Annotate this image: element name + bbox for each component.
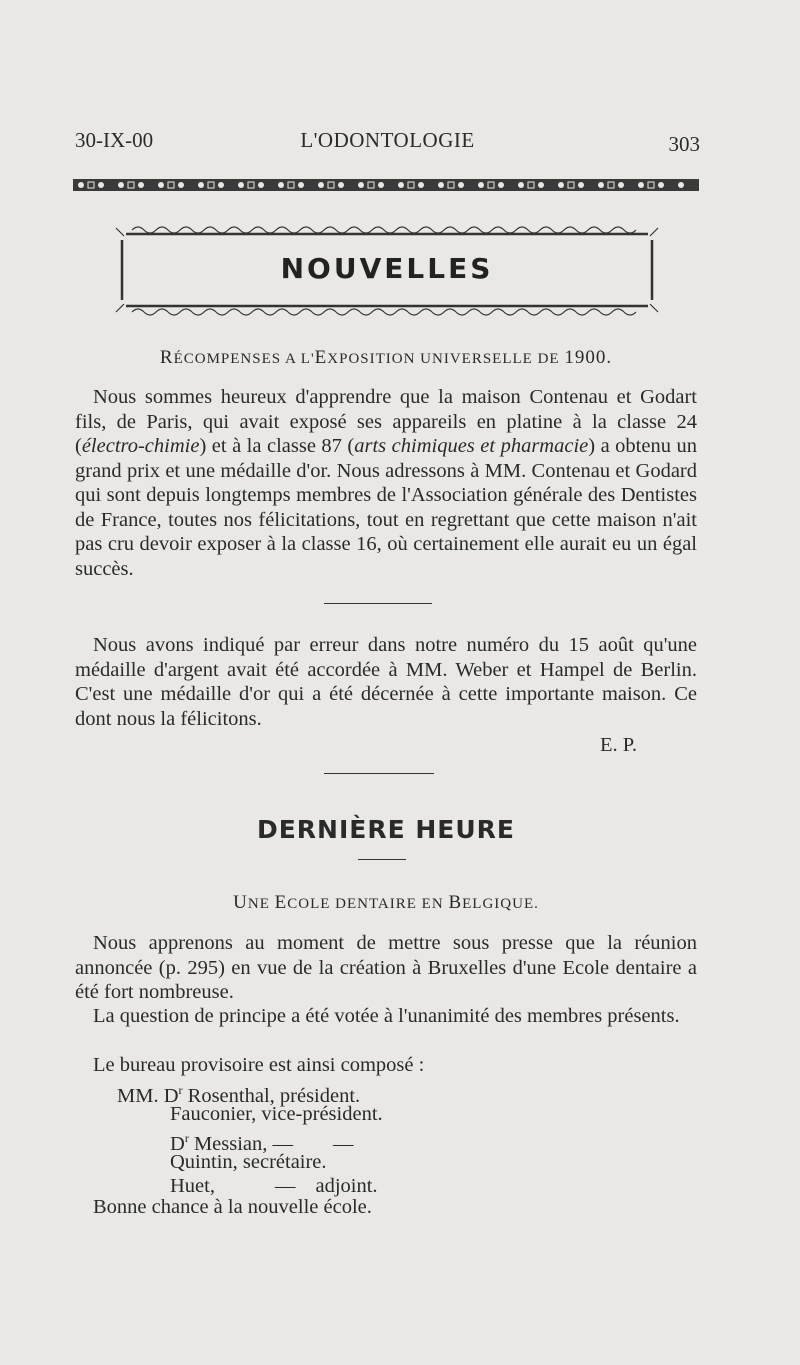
bureau-line-3: $D^r$ Messian, — —	[170, 1131, 354, 1155]
article3-subtitle: UNE ECOLE DENTAIRE EN BELGIQUE.	[233, 892, 539, 913]
article3-paragraph-3: Le bureau provisoire est ainsi composé :	[93, 1054, 425, 1076]
article3-paragraph-2: La question de principe a été votée à l'unanimité des membres présents.	[93, 1005, 680, 1027]
article3-paragraph-1: Nous apprenons au moment de mettre sous presse que la réunion annoncée (p. 295) en vue de la création à Bruxelles d'une Ecole dentaire a été fort nombreuse.	[75, 932, 697, 1003]
page-number: 303	[668, 132, 700, 156]
ornament-band	[73, 178, 699, 192]
short-rule	[358, 859, 406, 860]
issue-date: 30-IX-00	[75, 128, 154, 152]
bureau-list	[75, 1078, 697, 1208]
article1-paragraph: Nous sommes heureux d'apprendre que la maison Contenau et Godart fils, de Paris, qui avait exposé ses appareils en platine à la classe 24 (électro-chimie) et à la classe 87 (arts chimiques et pharmacie) a obtenu un grand prix et une médaille d'or. Nous adressons à MM. Contenau et Godard qui sont depuis longtemps membres de l'Association générale des Dentistes de France, toutes nos félicitations, tout en regrettant que cette maison n'ait pas cru devoir exposer à la classe 16, où certainement elle aurait eu un égal succès.	[75, 386, 697, 580]
section-frame	[112, 222, 662, 318]
bureau-line-4: Quintin, secrétaire.	[170, 1151, 327, 1173]
separator-rule	[324, 773, 434, 774]
article3-title: DERNIÈRE HEURE	[256, 815, 516, 844]
article1-heading: RÉCOMPENSES A L'EXPOSITION UNIVERSELLE DE 1900.	[159, 347, 613, 368]
running-head	[75, 128, 700, 158]
bureau-line-1: MM. $D^r$ Rosenthal, président.	[117, 1083, 361, 1107]
journal-title: L'ODONTOLOGIE	[300, 128, 475, 152]
bureau-line-5: Huet, — adjoint.	[170, 1175, 378, 1197]
separator-rule	[324, 603, 432, 604]
bureau-line-2: Fauconier, vice-président.	[170, 1103, 383, 1125]
article2-signature: E. P.	[599, 734, 637, 756]
article3-closing: Bonne chance à la nouvelle école.	[93, 1196, 372, 1218]
section-title: NOUVELLES	[280, 252, 494, 285]
article2-paragraph: Nous avons indiqué par erreur dans notre numéro du 15 août qu'une médaille d'argent avait été accordée à MM. Weber et Hampel de Berlin. C'est une médaille d'or qui a été décernée à cette importante maison. Ce dont nous la félicitons.	[75, 634, 697, 730]
